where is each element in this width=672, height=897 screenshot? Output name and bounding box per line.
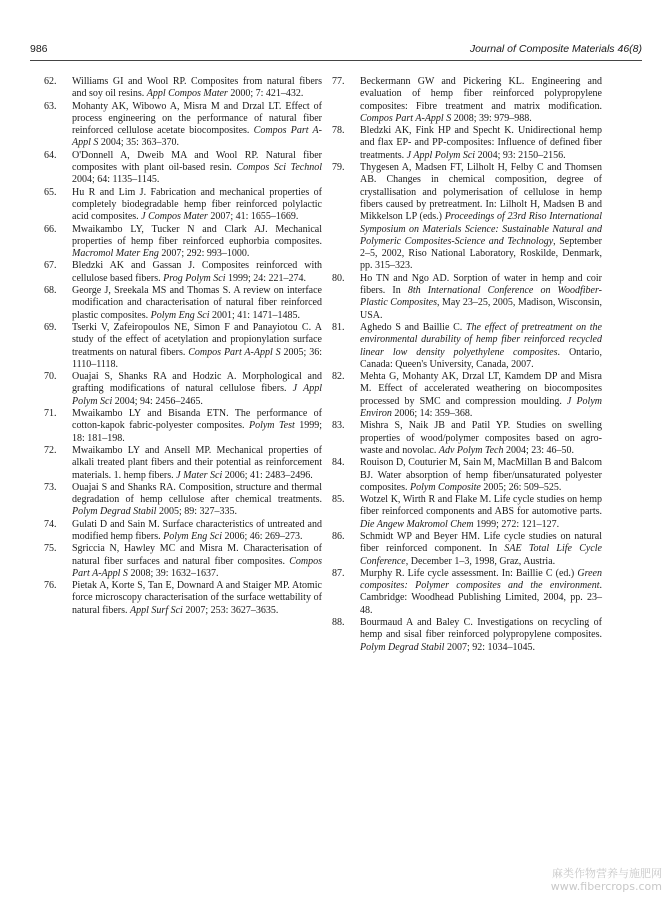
- reference-text: Bledzki AK and Gassan J. Composites reinforced with cellulose based fibers.: [72, 260, 322, 284]
- reference-number: 80.: [332, 272, 345, 284]
- reference-text: Mwaikambo LY and Bisanda ETN. The performance of cotton-kapok fabric-polyester composites.: [72, 408, 322, 432]
- reference-number: 66.: [44, 223, 57, 235]
- reference-text: 2005; 89: 327–335.: [156, 506, 237, 518]
- reference-source: Appl Compos Mater: [146, 88, 228, 100]
- reference-text: Mehta G, Mohanty AK, Drzal LT, Kamdem DP and Misra M. Effect of accelerated weathering on biocomposites processed by SMC and compression moulding.: [360, 371, 602, 407]
- watermark-line-2: www.fibercrops.com: [550, 880, 662, 893]
- reference-text: 2004; 93: 2150–2156.: [475, 149, 566, 161]
- reference-source: J Mater Sci: [176, 469, 223, 481]
- reference-source: SAE Total Life Cycle Conference: [360, 543, 602, 567]
- reference-source: Compos Part A-Appl S: [188, 346, 281, 358]
- reference-item: [44, 149, 322, 187]
- reference-item: [332, 371, 602, 420]
- reference-source: Polym Eng Sci: [163, 530, 222, 542]
- reference-source: Polym Test: [248, 420, 295, 432]
- reference-item: [44, 444, 322, 482]
- reference-item: [44, 76, 322, 101]
- reference-text: Beckermann GW and Pickering KL. Engineering and evaluation of hemp fiber reinforced polypropylene composites: Fibre treatment and matrix modification.: [360, 76, 602, 112]
- reference-text: Mwaikambo LY, Tucker N and Clark AJ. Mechanical properties of hemp fiber reinforced euphorbia composites.: [72, 223, 322, 247]
- reference-number: 63.: [44, 100, 57, 112]
- reference-item: [44, 321, 322, 371]
- reference-text: Thygesen A, Madsen FT, Lilholt H, Felby C and Thomsen AB. Changes in chemical composition, degree of crystallisation and polymerisation of cellulose in hemp fibers caused by pretreatment. In: Lilholt H, Madsen B and Mikkelson LP (eds.): [360, 162, 602, 223]
- reference-number: 83.: [332, 420, 345, 432]
- reference-text: 2004; 94: 2456–2465.: [112, 395, 203, 407]
- reference-text: Bledzki AK, Fink HP and Specht K. Unidirectional hemp and flax EP- and PP-composites: Influence of defined fiber treatments.: [360, 125, 602, 161]
- reference-item: [44, 186, 322, 224]
- reference-source: Polym Eng Sci: [150, 309, 210, 321]
- reference-item: [332, 76, 602, 125]
- reference-number: 81.: [332, 321, 345, 333]
- reference-text: 2004; 35: 363–370.: [98, 137, 179, 149]
- header-rule: [30, 60, 642, 61]
- reference-text: 2006; 14: 359–368.: [391, 408, 473, 420]
- reference-item: [44, 285, 322, 322]
- reference-text: 2005; 26: 509–525.: [480, 481, 562, 493]
- reference-text: Sgriccia N, Hawley MC and Misra M. Characterisation of natural fiber surfaces and natural fiber composites.: [72, 543, 322, 567]
- reference-number: 77.: [332, 76, 345, 87]
- reference-text: 1999; 272: 121–127.: [473, 518, 560, 530]
- reference-item: [44, 100, 322, 150]
- reference-text: 2006; 46: 269–273.: [221, 530, 303, 542]
- reference-source: J Appl Polym Sci: [406, 149, 476, 161]
- reference-text: Williams GI and Wool RP. Composites from natural fibers and soy oil resins.: [72, 76, 322, 100]
- reference-number: 88.: [332, 617, 345, 629]
- reference-item: [44, 371, 322, 408]
- reference-text: Aghedo S and Baillie C.: [360, 321, 466, 333]
- reference-text: 2007; 92: 1034–1045.: [444, 641, 535, 653]
- reference-text: Ouajai S and Shanks RA. Composition, structure and thermal degradation of hemp cellulose after chemical treatments.: [72, 481, 322, 506]
- watermark-line-1: 麻类作物营养与施肥网: [552, 867, 662, 880]
- reference-item: [332, 162, 602, 273]
- reference-source: Green composites: Polymer composites and the environment: [360, 567, 602, 592]
- reference-number: 69.: [44, 321, 57, 333]
- reference-source: Polym Degrad Stabil: [360, 641, 445, 653]
- reference-source: J Compos Mater: [141, 211, 208, 223]
- reference-number: 79.: [332, 162, 345, 174]
- reference-item: [44, 260, 322, 285]
- reference-text: O'Donnell A, Dweib MA and Wool RP. Natural fiber composites with plant oil-based resin.: [72, 149, 322, 174]
- reference-text: 2008; 39: 1632–1637.: [127, 567, 219, 579]
- reference-item: [332, 530, 602, 568]
- reference-item: [332, 125, 602, 162]
- reference-number: 73.: [44, 481, 57, 493]
- reference-text: George J, Sreekala MS and Thomas S. A review on interface modification and characterisation of natural fiber reinforced plastic composites.: [72, 285, 322, 321]
- reference-source: Compos Part A-Appl S: [72, 125, 322, 149]
- reference-number: 86.: [332, 530, 345, 542]
- reference-source: Prog Polym Sci: [163, 272, 226, 284]
- reference-item: [332, 457, 602, 494]
- reference-number: 72.: [44, 444, 57, 456]
- reference-source: Proceedings of 23rd Riso International Symposium on Materials Science: Sustainable Natural and Polymeric Composites-Science and Technology: [360, 211, 602, 247]
- reference-item: [332, 321, 602, 371]
- reference-text: Ho TN and Ngo AD. Sorption of water in hemp and coir fibers. In: [360, 272, 602, 297]
- reference-text: 2008; 39: 979–988.: [451, 112, 532, 124]
- reference-text: Ouajai S, Shanks RA and Hodzic A. Morphological and grafting modifications of natural cellulose fibers.: [72, 371, 322, 395]
- reference-text: Murphy R. Life cycle assessment. In: Baillie C (ed.): [360, 567, 578, 579]
- reference-text: 2000; 7: 421–432.: [227, 88, 304, 100]
- journal-title: Journal of Composite Materials 46(8): [469, 43, 642, 55]
- reference-number: 71.: [44, 408, 57, 420]
- reference-source: Macromol Mater Eng: [72, 248, 159, 260]
- reference-number: 64.: [44, 149, 57, 161]
- reference-text: , December 1–3, 1998, Graz, Austria.: [405, 555, 556, 567]
- reference-number: 76.: [44, 580, 57, 592]
- reference-text: Bourmaud A and Baley C. Investigations on recycling of hemp and sisal fiber reinforced polypropylene composites.: [360, 617, 602, 641]
- reference-text: 2001; 41: 1471–1485.: [209, 309, 301, 321]
- reference-source: Adv Polym Tech: [438, 444, 504, 456]
- reference-text: 2004; 23: 46–50.: [503, 444, 575, 456]
- reference-number: 75.: [44, 543, 57, 555]
- reference-text: 2007; 292: 993–1000.: [158, 248, 250, 260]
- reference-text: Mwaikambo LY and Ansell MP. Mechanical properties of alkali treated plant fibers and their potential as reinforcement materials. 1. hemp fibers.: [72, 444, 322, 481]
- reference-item: [332, 272, 602, 322]
- reference-text: Hu R and Lim J. Fabrication and mechanical properties of completely biodegradable hemp fiber reinforced polylactic acid composites.: [72, 186, 322, 223]
- reference-text: Mohanty AK, Wibowo A, Misra M and Drzal LT. Effect of process engineering on the performance of natural fiber reinforced cellulose acetate biocomposites.: [72, 100, 322, 137]
- reference-number: 84.: [332, 457, 345, 469]
- reference-source: J Polym Environ: [360, 395, 602, 420]
- reference-number: 85.: [332, 494, 345, 506]
- reference-item: [332, 494, 602, 531]
- reference-source: 8th International Conference on Woodfiber-Plastic Composites: [360, 285, 602, 309]
- reference-text: Pietak A, Korte S, Tan E, Downard A and Staiger MP. Atomic force microscopy characterisation of the surface wettability of natural fibers.: [72, 580, 322, 616]
- reference-text: Schmidt WP and Beyer HM. Life cycle studies on natural fiber reinforced component. In: [360, 530, 602, 555]
- reference-text: Tserki V, Zafeiropoulos NE, Simon F and Panayiotou C. A study of the effect of acetylation and propionylation surface treatments on natural fibers.: [72, 321, 322, 358]
- reference-number: 74.: [44, 518, 57, 530]
- reference-source: Appl Surf Sci: [130, 604, 183, 616]
- reference-text: 2007; 41: 1655–1669.: [207, 211, 299, 223]
- reference-item: [44, 543, 322, 580]
- reference-source: Compos Part A-Appl S: [360, 112, 452, 124]
- reference-item: [332, 567, 602, 617]
- reference-text: 2006; 41: 2483–2496.: [222, 469, 313, 481]
- reference-text: Wotzel K, Wirth R and Flake M. Life cycle studies on hemp fiber reinforced components and ABS for automotive parts.: [360, 494, 602, 518]
- reference-number: 87.: [332, 567, 345, 579]
- reference-text: Gulati D and Sain M. Surface characteristics of untreated and modified hemp fibers.: [72, 518, 322, 542]
- reference-item: [44, 408, 322, 445]
- reference-text: 2007; 253: 3627–3635.: [182, 604, 279, 616]
- reference-source: The effect of pretreatment on the environmental durability of hemp fiber reinforced recycled linear low density polyethylene composites: [360, 321, 602, 358]
- reference-item: [44, 481, 322, 519]
- reference-number: 70.: [44, 371, 57, 383]
- reference-item: [44, 580, 322, 617]
- reference-item: [44, 518, 322, 544]
- references-left-column: [44, 76, 322, 617]
- reference-number: 68.: [44, 285, 57, 297]
- reference-source: J Appl Polym Sci: [72, 383, 322, 407]
- reference-item: [332, 420, 602, 457]
- reference-text: Mishra S, Naik JB and Patil YP. Studies on swelling properties of wood/polymer composites based on agro-waste and novolac.: [360, 420, 602, 456]
- reference-text: 1999; 18: 181–198.: [72, 420, 322, 444]
- reference-text: Rouison D, Couturier M, Sain M, MacMillan B and Balcom BJ. Water absorption of hemp fiber/unsaturated polyester composites.: [360, 457, 602, 493]
- reference-number: 67.: [44, 260, 57, 272]
- reference-number: 65.: [44, 186, 57, 198]
- reference-number: 82.: [332, 371, 345, 383]
- reference-source: Polym Degrad Stabil: [72, 506, 157, 518]
- reference-text: 1999; 24: 221–274.: [225, 272, 307, 284]
- reference-source: Polym Composite: [410, 481, 481, 493]
- reference-text: . Ontario, Canada: Queen's University, Canada, 2007.: [360, 346, 602, 370]
- reference-text: 2004; 64: 1135–1145.: [72, 174, 160, 186]
- reference-item: [332, 617, 602, 654]
- reference-source: Die Angew Makromol Chem: [360, 518, 474, 530]
- reference-source: Compos Part A-Appl S: [72, 555, 322, 579]
- references-right-column: [332, 76, 602, 654]
- reference-text: , May 23–25, 2005, Madison, Wisconsin, USA.: [360, 297, 602, 321]
- reference-text: 2005; 36: 1110–1118.: [72, 346, 322, 370]
- reference-number: 78.: [332, 125, 345, 137]
- watermark: [551, 867, 662, 893]
- reference-text: . Cambridge: Woodhead Publishing Limited, 2004, pp. 23–48.: [360, 580, 602, 616]
- reference-text: , September 2–5, 2002, Riso National Laboratory, Roskilde, Denmark, pp. 315–323.: [360, 235, 602, 272]
- reference-item: [44, 223, 322, 261]
- page-number: 986: [30, 43, 48, 55]
- reference-source: Compos Sci Technol: [236, 162, 322, 174]
- reference-number: 62.: [44, 76, 57, 87]
